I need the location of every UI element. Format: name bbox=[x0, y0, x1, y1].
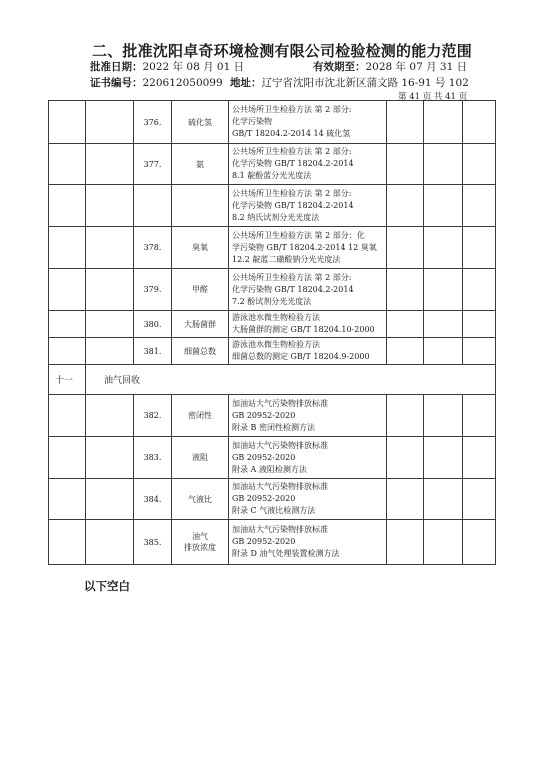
blank-cell bbox=[424, 479, 463, 520]
blank-cell bbox=[463, 338, 496, 365]
approval-date-label: 批准日期： bbox=[90, 61, 143, 73]
cert-no-label: 证书编号： bbox=[90, 77, 143, 89]
blank-cell bbox=[387, 227, 424, 269]
table-row bbox=[49, 437, 496, 479]
blank-cell bbox=[387, 185, 424, 227]
method-line: GB 20952-2020 bbox=[232, 410, 296, 420]
blank-cell bbox=[463, 311, 496, 338]
parameter-name bbox=[172, 479, 229, 520]
method-line: GB 20952-2020 bbox=[232, 494, 296, 503]
blank-cell bbox=[463, 479, 496, 520]
parameter-name: 细菌总数 bbox=[172, 338, 229, 365]
method-line: 8.1 靛酚蓝分光光度法 bbox=[232, 171, 312, 180]
blank-cell bbox=[49, 395, 86, 437]
blank-cell bbox=[86, 227, 134, 269]
method-line: 加油站大气污染物排放标准 bbox=[232, 525, 328, 534]
item-number: 382. bbox=[134, 395, 172, 437]
section-title: 油气回收 bbox=[86, 365, 496, 395]
blank-cell bbox=[49, 338, 86, 365]
address bbox=[230, 75, 469, 90]
blank-cell bbox=[424, 338, 463, 365]
parameter-line: 油气 bbox=[192, 532, 208, 541]
blank-cell bbox=[424, 227, 463, 269]
table-row bbox=[49, 479, 496, 520]
table-row bbox=[49, 269, 496, 311]
page-title: 二、批准沈阳卓奇环境检测有限公司检验检测的能力范围 bbox=[92, 42, 473, 60]
page-number: 第 41 页 共 41 页 bbox=[398, 92, 468, 102]
section-header bbox=[49, 365, 496, 395]
method-line: 附录 D 油气处理装置检测方法 bbox=[232, 549, 340, 558]
valid-until-label: 有效期至： bbox=[313, 61, 366, 73]
test-method bbox=[229, 144, 387, 185]
parameter-name: 大肠菌群 bbox=[172, 311, 229, 338]
blank-cell bbox=[463, 437, 496, 479]
blank-cell bbox=[86, 101, 134, 144]
item-number: 383. bbox=[134, 437, 172, 479]
blank-cell bbox=[86, 395, 134, 437]
test-method bbox=[229, 520, 387, 565]
blank-cell bbox=[424, 311, 463, 338]
method-line: 加油站大气污染物排放标准 bbox=[232, 440, 328, 450]
parameter-line: 密闭性 bbox=[188, 411, 212, 420]
method-line: 游泳池水微生物检验方法 bbox=[232, 313, 320, 322]
blank-cell bbox=[387, 395, 424, 437]
capability-table bbox=[48, 100, 496, 565]
blank-cell bbox=[387, 311, 424, 338]
method-line: 8.2 纳氏试剂分光光度法 bbox=[232, 212, 320, 222]
blank-cell bbox=[463, 185, 496, 227]
table-row bbox=[49, 101, 496, 144]
item-number: 384. bbox=[134, 479, 172, 520]
blank-cell bbox=[86, 311, 134, 338]
method-line: 12.2 靛蓝二磺酸钠分光光度法 bbox=[232, 254, 341, 264]
table-row bbox=[49, 520, 496, 565]
table-row bbox=[49, 311, 496, 338]
blank-cell bbox=[49, 437, 86, 479]
test-method bbox=[229, 395, 387, 437]
blank-cell bbox=[463, 395, 496, 437]
method-line: 化学污染物 bbox=[232, 117, 272, 126]
item-number: 376. bbox=[134, 101, 172, 144]
method-line: 学污染物 GB/T 18204.2-2014 12 臭氧 bbox=[232, 242, 377, 252]
method-line: 游泳池水微生物检验方法 bbox=[232, 340, 320, 349]
parameter-name bbox=[172, 437, 229, 479]
method-line: GB 20952-2020 bbox=[232, 537, 296, 546]
parameter-name: 臭氧 bbox=[172, 227, 229, 269]
test-method bbox=[229, 311, 387, 338]
item-number: 378. bbox=[134, 227, 172, 269]
method-line: GB/T 18204.2-2014 14 硫化氢 bbox=[232, 129, 351, 138]
blank-cell bbox=[49, 144, 86, 185]
item-number: 380. bbox=[134, 311, 172, 338]
valid-until-value: 2028 年 07 月 31 日 bbox=[365, 61, 468, 73]
test-method bbox=[229, 338, 387, 365]
method-line: 公共场所卫生检验方法 第 2 部分：化 bbox=[232, 230, 365, 240]
blank-cell bbox=[424, 185, 463, 227]
table-row bbox=[49, 144, 496, 185]
parameter-name bbox=[172, 395, 229, 437]
blank-cell bbox=[424, 144, 463, 185]
parameter-line: 气液比 bbox=[188, 494, 212, 504]
table-row bbox=[49, 185, 496, 227]
section-row bbox=[49, 365, 496, 395]
method-line: 附录 B 密闭性检测方法 bbox=[232, 422, 315, 432]
item-number: 379. bbox=[134, 269, 172, 311]
table-row bbox=[49, 338, 496, 365]
blank-cell bbox=[387, 269, 424, 311]
test-method bbox=[229, 479, 387, 520]
blank-cell bbox=[86, 144, 134, 185]
parameter-name: 氨 bbox=[172, 144, 229, 185]
blank-cell bbox=[86, 437, 134, 479]
blank-cell bbox=[424, 101, 463, 144]
blank-cell bbox=[49, 101, 86, 144]
method-line: 大肠菌群的测定 GB/T 18204.10-2000 bbox=[232, 325, 375, 334]
blank-cell bbox=[387, 479, 424, 520]
method-line: 附录 C 气液比检测方法 bbox=[232, 506, 316, 515]
table-row bbox=[49, 395, 496, 437]
blank-cell bbox=[387, 437, 424, 479]
method-line: GB 20952-2020 bbox=[232, 452, 296, 462]
item-number: 377. bbox=[134, 144, 172, 185]
method-line: 7.2 酚试剂分光光度法 bbox=[232, 296, 312, 306]
address-label: 地址： bbox=[230, 77, 262, 89]
blank-cell bbox=[86, 520, 134, 565]
blank-cell bbox=[463, 227, 496, 269]
blank-cell bbox=[49, 479, 86, 520]
parameter-line: 排放浓度 bbox=[184, 543, 216, 552]
item-number bbox=[134, 185, 172, 227]
cert-no-value: 220612050099 bbox=[142, 77, 223, 89]
blank-cell bbox=[387, 338, 424, 365]
method-line: 化学污染物 GB/T 18204.2-2014 bbox=[232, 159, 354, 168]
blank-cell bbox=[49, 185, 86, 227]
blank-cell bbox=[424, 437, 463, 479]
method-line: 公共场所卫生检验方法 第 2 部分: bbox=[232, 147, 352, 156]
blank-cell bbox=[49, 520, 86, 565]
method-line: 加油站大气污染物排放标准 bbox=[232, 398, 328, 408]
blank-cell bbox=[424, 395, 463, 437]
parameter-name bbox=[172, 185, 229, 227]
section-number: 十一 bbox=[49, 365, 86, 395]
blank-cell bbox=[463, 269, 496, 311]
method-line: 公共场所卫生检验方法 第 2 部分: bbox=[232, 188, 352, 198]
blank-cell bbox=[49, 227, 86, 269]
method-line: 公共场所卫生检验方法 第 2 部分: bbox=[232, 105, 352, 114]
table-row bbox=[49, 227, 496, 269]
blank-cell bbox=[387, 101, 424, 144]
blank-cell bbox=[424, 269, 463, 311]
approval-date bbox=[90, 59, 244, 74]
blank-cell bbox=[86, 479, 134, 520]
blank-cell bbox=[49, 269, 86, 311]
test-method bbox=[229, 269, 387, 311]
blank-cell bbox=[86, 185, 134, 227]
blank-cell bbox=[463, 520, 496, 565]
method-line: 公共场所卫生检验方法 第 2 部分: bbox=[232, 272, 352, 282]
test-method bbox=[229, 227, 387, 269]
approval-date-value: 2022 年 08 月 01 日 bbox=[142, 61, 245, 73]
blank-below-note: 以下空白 bbox=[84, 579, 130, 593]
method-line: 化学污染物 GB/T 18204.2-2014 bbox=[232, 200, 354, 210]
method-line: 加油站大气污染物排放标准 bbox=[232, 482, 328, 491]
blank-cell bbox=[463, 101, 496, 144]
blank-cell bbox=[387, 144, 424, 185]
parameter-name: 甲醛 bbox=[172, 269, 229, 311]
blank-cell bbox=[424, 520, 463, 565]
test-method bbox=[229, 437, 387, 479]
parameter-line: 液阻 bbox=[192, 453, 208, 462]
table-body-part2 bbox=[49, 395, 496, 565]
blank-cell bbox=[86, 269, 134, 311]
blank-cell bbox=[463, 144, 496, 185]
valid-until bbox=[313, 59, 467, 74]
item-number: 385. bbox=[134, 520, 172, 565]
test-method bbox=[229, 185, 387, 227]
address-value: 辽宁省沈阳市沈北新区蒲文路 16-91 号 102 bbox=[261, 77, 469, 89]
item-number: 381. bbox=[134, 338, 172, 365]
parameter-name: 硫化氢 bbox=[172, 101, 229, 144]
table-body-part1 bbox=[49, 101, 496, 365]
parameter-name bbox=[172, 520, 229, 565]
test-method bbox=[229, 101, 387, 144]
method-line: 化学污染物 GB/T 18204.2-2014 bbox=[232, 284, 354, 294]
method-line: 细菌总数的测定 GB/T 18204.9-2000 bbox=[232, 352, 370, 361]
blank-cell bbox=[387, 520, 424, 565]
blank-cell bbox=[49, 311, 86, 338]
certificate-number bbox=[90, 75, 223, 90]
blank-cell bbox=[86, 338, 134, 365]
method-line: 附录 A 液阻检测方法 bbox=[232, 464, 307, 474]
